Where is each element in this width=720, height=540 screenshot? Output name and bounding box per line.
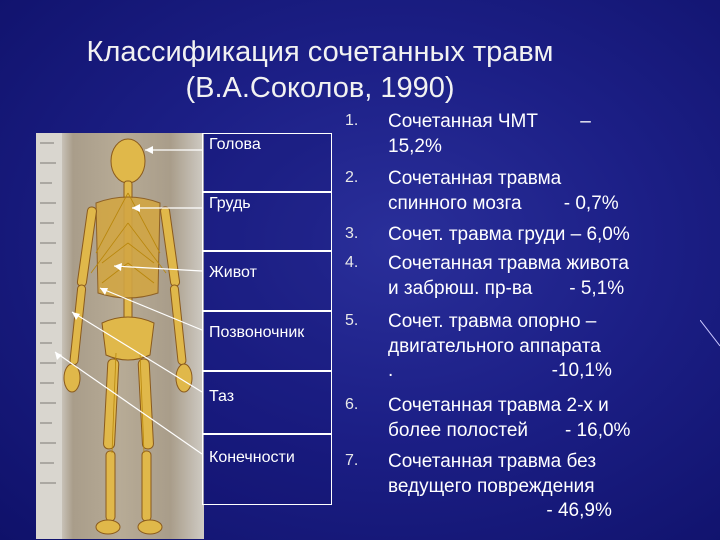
- title-line-2: (В.А.Соколов, 1990): [185, 72, 455, 104]
- list-item-text: Сочет. травма опорно – двигательного аппарата . -10,1%: [388, 311, 612, 381]
- label-text-abdomen: Живот: [209, 264, 257, 281]
- label-text-chest: Грудь: [209, 195, 251, 212]
- list-item-text: Сочет. травма груди – 6,0%: [388, 224, 630, 245]
- list-item-number: 2.: [345, 169, 359, 186]
- list-item-text: Сочетанная ЧМТ – 15,2%: [388, 111, 591, 157]
- label-text-head: Голова: [209, 136, 261, 153]
- list-item-text: Сочетанная травма 2-х и более полостей - 16,0%: [388, 395, 631, 441]
- list-item-number: 1.: [345, 112, 359, 129]
- list-item-text: Сочетанная травма без ведущего повреждения - 46,9%: [388, 451, 612, 521]
- label-text-pelvis: Таз: [209, 388, 235, 405]
- label-spine: [202, 311, 332, 371]
- label-text-limbs: Конечности: [209, 449, 295, 466]
- decorative-diagonal-line: [700, 320, 720, 350]
- label-pelvis: [202, 371, 332, 434]
- label-head: [202, 133, 332, 192]
- list-item-text: Сочетанная травма живота и забрюш. пр-ва - 5,1%: [388, 253, 629, 299]
- label-limbs: [202, 434, 332, 505]
- list-item-text: Сочетанная травма спинного мозга - 0,7%: [388, 168, 619, 214]
- label-chest: [202, 192, 332, 251]
- list-item-number: 5.: [345, 312, 359, 329]
- list-item-number: 3.: [345, 225, 359, 242]
- title-line-1: Классификация сочетанных травм: [86, 36, 554, 68]
- label-text-spine: Позвоночник: [209, 324, 305, 341]
- list-item-number: 6.: [345, 396, 359, 413]
- list-item-number: 4.: [345, 254, 359, 271]
- list-item-number: 7.: [345, 452, 359, 469]
- label-abdomen: [202, 251, 332, 311]
